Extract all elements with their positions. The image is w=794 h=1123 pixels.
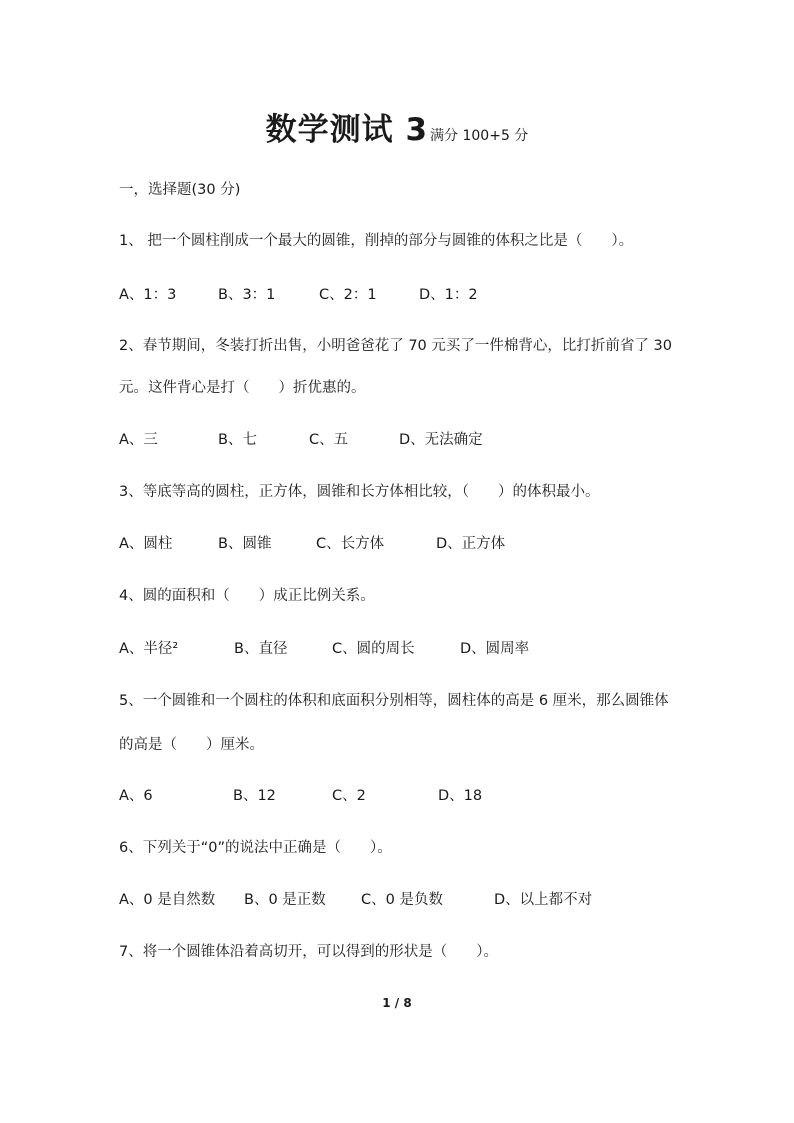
option-a: A、1：3 xyxy=(119,287,177,303)
option-d: D、正方体 xyxy=(436,536,506,552)
question-7: 7、将一个圆锥体沿着高切开，可以得到的形状是（ ）。 xyxy=(119,944,498,960)
option-c: C、0 是负数 xyxy=(361,892,443,908)
option-c: C、圆的周长 xyxy=(332,641,415,657)
option-c: C、2：1 xyxy=(319,287,377,303)
question-5-line-2: 的高是（ ）厘米。 xyxy=(119,737,264,753)
question-6: 6、下列关于“0”的说法中正确是（ ）。 xyxy=(119,840,392,856)
option-d: D、无法确定 xyxy=(399,432,483,448)
option-d: D、以上都不对 xyxy=(494,892,593,908)
title-main: 数学测试 3 xyxy=(265,112,429,148)
option-b: B、圆锥 xyxy=(218,536,272,552)
option-c: C、长方体 xyxy=(316,536,385,552)
option-d: D、1：2 xyxy=(419,287,478,303)
option-b: B、七 xyxy=(218,432,257,448)
question-1: 1、 把一个圆柱削成一个最大的圆锥，削掉的部分与圆锥的体积之比是（ ）。 xyxy=(119,233,634,249)
option-a: A、三 xyxy=(119,432,158,448)
section-heading: 一，选择题(30 分) xyxy=(119,182,241,198)
option-b: B、12 xyxy=(233,788,276,804)
page-number: 1 / 8 xyxy=(382,996,412,1010)
page-title xyxy=(0,104,794,149)
option-d: D、圆周率 xyxy=(460,641,530,657)
option-b: B、3：1 xyxy=(218,287,276,303)
option-d: D、18 xyxy=(438,788,483,804)
option-b: B、0 是正数 xyxy=(244,892,326,908)
option-a: A、6 xyxy=(119,788,153,804)
question-2-line-1: 2、春节期间，冬装打折出售，小明爸爸花了 70 元买了一件棉背心，比打折前省了 30 xyxy=(119,338,672,354)
question-2-line-2: 元。这件背心是打（ ）折优惠的。 xyxy=(119,380,366,396)
option-a: A、0 是自然数 xyxy=(119,892,216,908)
option-c: C、2 xyxy=(332,788,366,804)
option-c: C、五 xyxy=(309,432,349,448)
question-5-line-1: 5、一个圆锥和一个圆柱的体积和底面积分别相等，圆柱体的高是 6 厘米，那么圆锥体 xyxy=(119,693,669,709)
option-a: A、圆柱 xyxy=(119,536,173,552)
question-3: 3、等底等高的圆柱，正方体，圆锥和长方体相比较，（ ）的体积最小。 xyxy=(119,484,600,500)
option-a: A、半径² xyxy=(119,641,179,657)
question-4: 4、圆的面积和（ ）成正比例关系。 xyxy=(119,588,375,604)
title-score: 满分 100+5 分 xyxy=(430,128,529,144)
option-b: B、直径 xyxy=(234,641,288,657)
